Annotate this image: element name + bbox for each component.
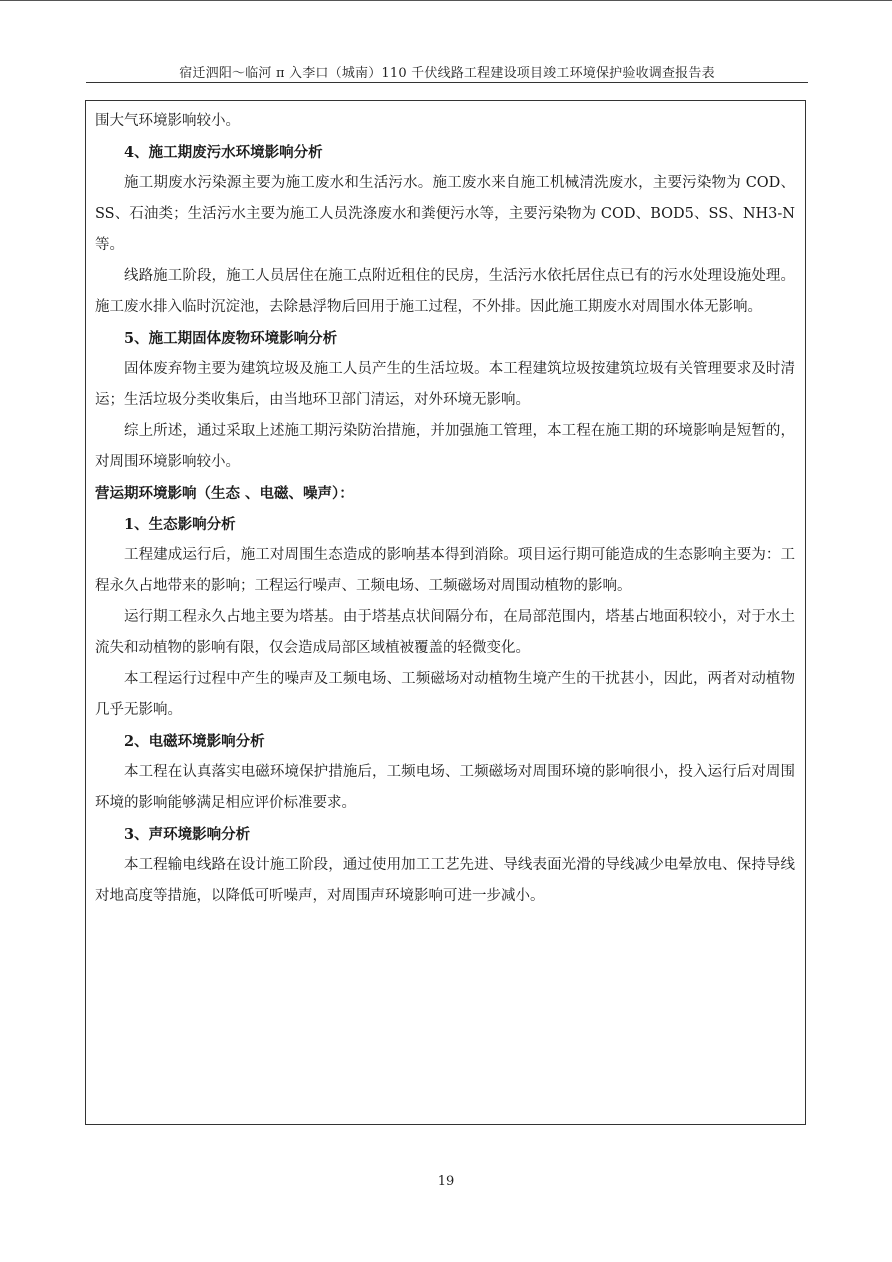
heading-acoustic-impact: 3、声环境影响分析 — [124, 826, 251, 843]
top-border-line — [0, 0, 892, 1]
report-content-box — [85, 100, 806, 1125]
heading-ecological-impact: 1、生态影响分析 — [124, 516, 236, 533]
paragraph-construction-summary: 综上所述，通过采取上述施工期污染防治措施，并加强施工管理，本工程在施工期的环境影响是短暂的，对周围环境影响较小。 — [95, 423, 795, 470]
paragraph-solid-waste: 固体废弃物主要为建筑垃圾及施工人员产生的生活垃圾。本工程建筑垃圾按建筑垃圾有关管理要求及时清运；生活垃圾分类收集后，由当地环卫部门清运，对外环境无影响。 — [95, 361, 795, 408]
page-number: 19 — [437, 1174, 455, 1189]
heading-electromagnetic-impact: 2、电磁环境影响分析 — [124, 733, 265, 750]
paragraph-ecological-overview: 工程建成运行后，施工对周围生态造成的影响基本得到消除。项目运行期可能造成的生态影响主要为：工程永久占地带来的影响；工程运行噪声、工频电场、工频磁场对周围动植物的影响。 — [95, 547, 795, 594]
header-divider — [86, 82, 808, 83]
paragraph-flora-fauna: 本工程运行过程中产生的噪声及工频电场、工频磁场对动植物生境产生的干扰甚小，因此，两者对动植物几乎无影响。 — [95, 671, 795, 718]
paragraph-electromagnetic: 本工程在认真落实电磁环境保护措施后，工频电场、工频磁场对周围环境的影响很小，投入运行后对周围环境的影响能够满足相应评价标准要求。 — [95, 764, 795, 811]
continued-paragraph: 围大气环境影响较小。 — [95, 113, 240, 129]
heading-construction-solid-waste: 5、施工期固体废物环境影响分析 — [124, 330, 338, 347]
paragraph-acoustic: 本工程输电线路在设计施工阶段，通过使用加工工艺先进、导线表面光滑的导线减少电晕放电、保持导线对地高度等措施，以降低可听噪声，对周围声环境影响可进一步减小。 — [95, 857, 795, 904]
paragraph-wastewater-sources: 施工期废水污染源主要为施工废水和生活污水。施工废水来自施工机械清洗废水，主要污染物为 COD、SS、石油类；生活污水主要为施工人员洗涤废水和粪便污水等，主要污染物为 COD、BOD5、SS、NH3-N 等。 — [95, 175, 795, 253]
section-operation-impact: 营运期环境影响（生态 、电磁、噪声）： — [95, 485, 354, 502]
page-header-title: 宿迁泗阳～临河 π 入李口（城南）110 千伏线路工程建设项目竣工环境保护验收调查报告表 — [179, 66, 715, 81]
paragraph-wastewater-treatment: 线路施工阶段，施工人员居住在施工点附近租住的民房，生活污水依托居住点已有的污水处理设施处理。施工废水排入临时沉淀池，去除悬浮物后回用于施工过程，不外排。因此施工期废水对周围水体无影响。 — [95, 268, 795, 315]
heading-construction-wastewater: 4、施工期废污水环境影响分析 — [124, 144, 323, 161]
paragraph-tower-footprint: 运行期工程永久占地主要为塔基。由于塔基点状间隔分布，在局部范围内，塔基占地面积较小，对于水土流失和动植物的影响有限，仅会造成局部区域植被覆盖的轻微变化。 — [95, 609, 795, 656]
